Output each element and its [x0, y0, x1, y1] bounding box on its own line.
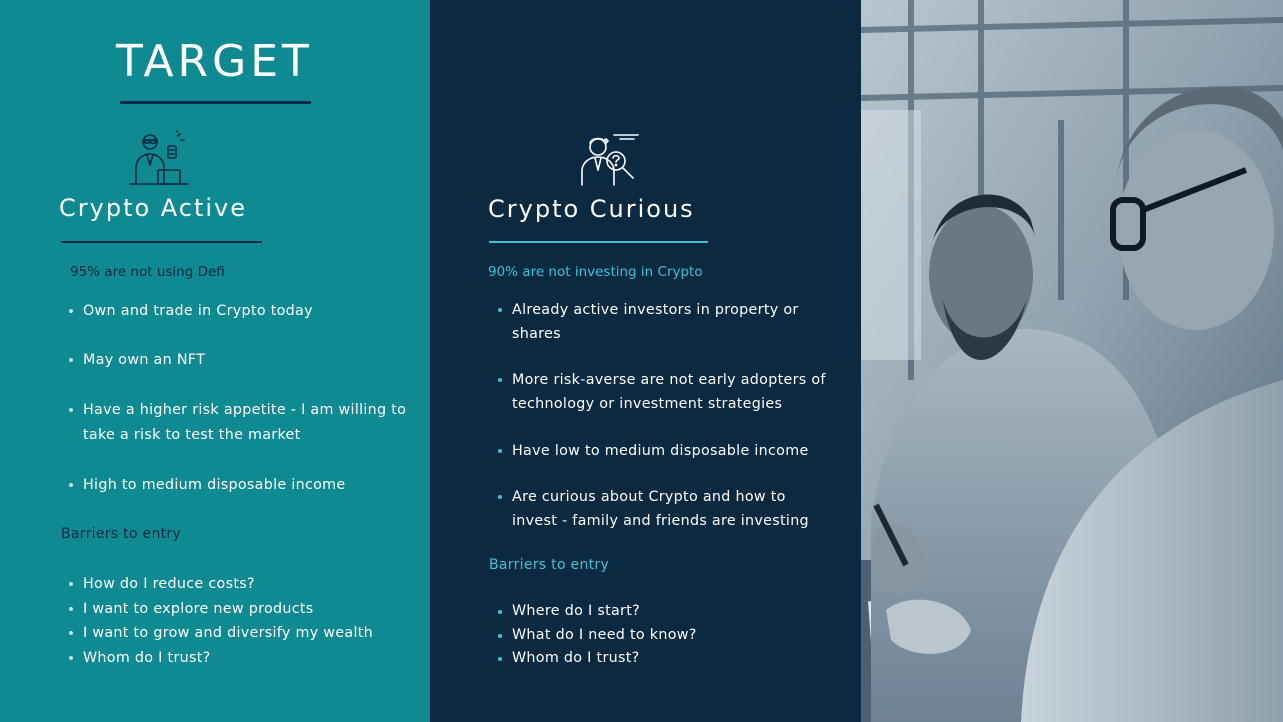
list-item: I want to explore new products — [69, 597, 409, 622]
segment-underline — [489, 241, 708, 243]
list-item: How do I reduce costs? — [69, 572, 409, 597]
person-laptop-icon — [128, 130, 190, 192]
segment-underline — [61, 241, 262, 243]
crypto-active-panel — [0, 0, 430, 722]
stat-defi: 95% are not using Defi — [70, 264, 225, 280]
page-title: TARGET — [116, 36, 313, 87]
list-item: Whom do I trust? — [498, 647, 828, 671]
list-item: Have low to medium disposable income — [498, 439, 828, 463]
list-item: I want to grow and diversify my wealth — [69, 621, 409, 646]
photo-two-businessmen — [861, 0, 1283, 722]
list-item: Whom do I trust? — [69, 646, 409, 671]
mid-barriers-list — [498, 600, 828, 671]
list-item: Already active investors in property or shares — [498, 298, 828, 346]
title-underline — [120, 101, 311, 104]
list-item: More risk-averse are not early adopters of technology or investment strategies — [498, 368, 828, 416]
crypto-curious-panel — [430, 0, 861, 722]
list-item: May own an NFT — [69, 348, 409, 372]
list-item: Have a higher risk appetite - I am willing to take a risk to test the market — [69, 398, 409, 448]
person-magnifier-icon — [576, 133, 642, 191]
list-item: Are curious about Crypto and how to invest - family and friends are investing — [498, 485, 828, 533]
left-bullet-list — [69, 299, 409, 497]
stat-investing: 90% are not investing in Crypto — [488, 264, 703, 280]
barriers-heading: Barriers to entry — [61, 526, 182, 542]
segment-title-crypto-curious: Crypto Curious — [488, 195, 695, 223]
left-barriers-list — [69, 572, 409, 671]
list-item: Where do I start? — [498, 600, 828, 624]
list-item: Own and trade in Crypto today — [69, 299, 409, 323]
list-item: What do I need to know? — [498, 624, 828, 648]
barriers-heading: Barriers to entry — [489, 557, 610, 573]
mid-bullet-list — [498, 298, 828, 533]
segment-title-crypto-active: Crypto Active — [59, 194, 248, 222]
list-item: High to medium disposable income — [69, 473, 409, 497]
